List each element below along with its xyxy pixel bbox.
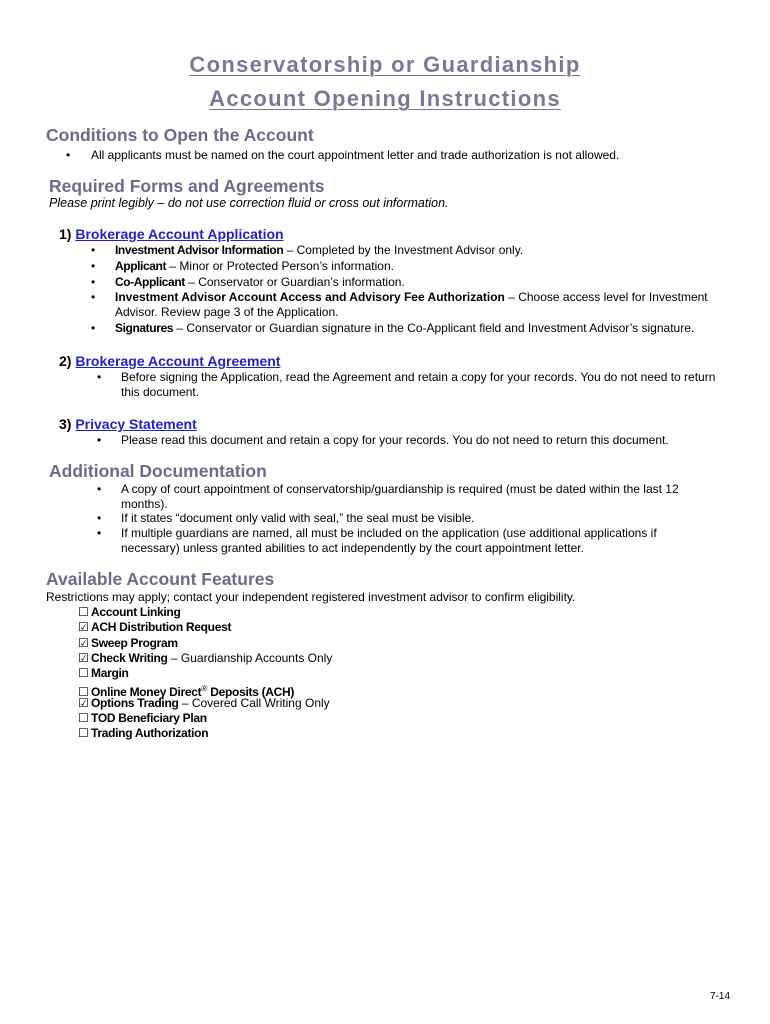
conditions-heading: Conditions to Open the Account [46, 125, 314, 145]
print-legibly-note: Please print legibly – do not use correction fluid or cross out information. [49, 196, 449, 210]
bullet-rest-text: – Minor or Protected Person’s information. [166, 259, 394, 273]
item-3-number: 3) [59, 416, 72, 432]
bullet-bold-text: Investment Advisor Account Access and Advisory Fee Authorization [115, 290, 505, 304]
item-2-number: 2) [59, 353, 72, 369]
bullet-icon: • [97, 511, 102, 525]
feature-margin[interactable]: ☐ Margin [78, 666, 129, 680]
feature-options-trading[interactable]: ☑ Options Trading – Covered Call Writing Only [78, 696, 330, 710]
page-title: Conservatorship or Guardianship [189, 52, 581, 77]
bullet-icon: • [91, 290, 96, 304]
checkbox-unchecked-icon[interactable]: ☐ [78, 666, 89, 680]
bullet-icon: • [97, 526, 102, 540]
checkbox-checked-icon[interactable]: ☑ [78, 636, 89, 650]
checkbox-unchecked-icon[interactable]: ☐ [78, 685, 89, 699]
bullet-bold-text: Investment Advisor Information [115, 243, 284, 257]
list-item-text: If multiple guardians are named, all must be included on the application (use additional applications if necessary) unless granted abilities to act independently by the court appointment letter. [121, 526, 657, 555]
feature-sweep-program[interactable]: ☑ Sweep Program [78, 636, 178, 650]
bullet-rest-text: – Completed by the Investment Advisor only. [283, 243, 524, 257]
list-item-text: A copy of court appointment of conservatorship/guardianship is required (must be dated within the last 12 months). [121, 482, 679, 511]
list-item-text: All applicants must be named on the court appointment letter and trade authorization is not allowed. [91, 148, 620, 162]
bullet-icon: • [91, 259, 96, 273]
item-3-heading [59, 416, 197, 432]
bullet-rest-text: – Conservator or Guardian signature in the Co-Applicant field and Investment Advisor’s signature. [173, 321, 695, 335]
list-item-text: Please read this document and retain a copy for your records. You do not need to return this document. [121, 433, 669, 447]
privacy-statement-link[interactable]: Privacy Statement [75, 416, 197, 432]
brokerage-account-agreement-link[interactable]: Brokerage Account Agreement [75, 353, 281, 369]
feature-ach-distribution[interactable]: ☑ ACH Distribution Request [78, 620, 232, 634]
checkbox-checked-icon[interactable]: ☑ [78, 620, 89, 634]
checkbox-checked-icon[interactable]: ☑ [78, 651, 89, 665]
bullet-icon: • [91, 321, 96, 335]
checkbox-unchecked-icon[interactable]: ☐ [78, 605, 89, 619]
bullet-rest-text: – Conservator or Guardian’s information. [184, 275, 405, 289]
bullet-icon: • [66, 148, 71, 162]
feature-check-writing[interactable]: ☑ Check Writing – Guardianship Accounts Only [78, 651, 333, 665]
bullet-icon: • [91, 243, 96, 257]
feature-tod-beneficiary[interactable]: ☐ TOD Beneficiary Plan [78, 711, 207, 725]
account-features-heading: Available Account Features [46, 569, 275, 589]
required-forms-heading: Required Forms and Agreements [49, 176, 325, 196]
bullet-icon: • [97, 482, 102, 496]
checkbox-unchecked-icon[interactable]: ☐ [78, 711, 89, 725]
bullet-rest-text: – Choose access level for Investment Advisor. Review page 3 of the Application. [115, 290, 708, 319]
bullet-icon: • [97, 370, 102, 384]
page-subtitle: Account Opening Instructions [209, 86, 561, 111]
bullet-icon: • [91, 275, 96, 289]
bullet-bold-text: Co-Applicant [115, 275, 185, 289]
features-intro: Restrictions may apply; contact your independent registered investment advisor to confirm eligibility. [46, 590, 576, 604]
feature-account-linking[interactable]: ☐ Account Linking [78, 605, 181, 619]
bullet-bold-text: Signatures [115, 321, 174, 335]
checkbox-unchecked-icon[interactable]: ☐ [78, 726, 89, 740]
brokerage-account-application-link[interactable]: Brokerage Account Application [75, 226, 284, 242]
item-1-heading [59, 226, 284, 242]
list-item-text: Before signing the Application, read the Agreement and retain a copy for your records. You do not need to return this document. [121, 370, 716, 399]
checkbox-checked-icon[interactable]: ☑ [78, 696, 89, 710]
feature-online-money-direct[interactable]: ☐ Online Money Direct® Deposits (ACH) [78, 684, 295, 699]
item-1-number: 1) [59, 226, 72, 242]
additional-documentation-heading: Additional Documentation [49, 461, 267, 481]
bullet-bold-text: Applicant [115, 259, 167, 273]
bullet-icon: • [97, 433, 102, 447]
feature-trading-authorization[interactable]: ☐ Trading Authorization [78, 726, 209, 740]
registered-mark: ® [201, 684, 208, 693]
page-number: 7-14 [709, 991, 730, 1002]
list-item-text: If it states “document only valid with seal,” the seal must be visible. [121, 511, 475, 525]
item-2-heading [59, 353, 280, 369]
